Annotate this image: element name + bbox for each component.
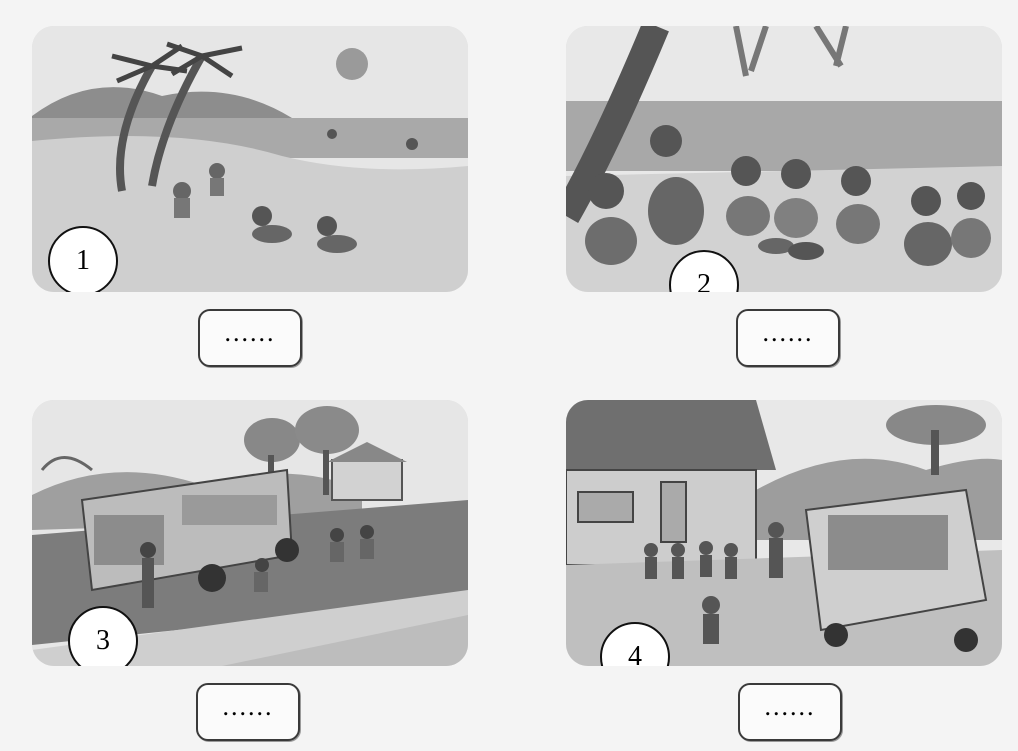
picture-number-1: 1 — [48, 226, 118, 292]
answer-box-3[interactable]: ...... — [196, 683, 300, 741]
picture-panel-3 — [32, 400, 468, 666]
answer-box-2[interactable]: ...... — [736, 309, 840, 367]
picture-panel-2 — [566, 26, 1002, 292]
picture-panel-1 — [32, 26, 468, 292]
picture-number-4: 4 — [600, 622, 670, 666]
answer-box-1[interactable]: ...... — [198, 309, 302, 367]
picture-panel-4 — [566, 400, 1002, 666]
picture-number-2: 2 — [669, 250, 739, 292]
beach-picnic-illustration — [566, 26, 1002, 292]
picture-number-3: 3 — [68, 606, 138, 666]
answer-box-4[interactable]: ...... — [738, 683, 842, 741]
